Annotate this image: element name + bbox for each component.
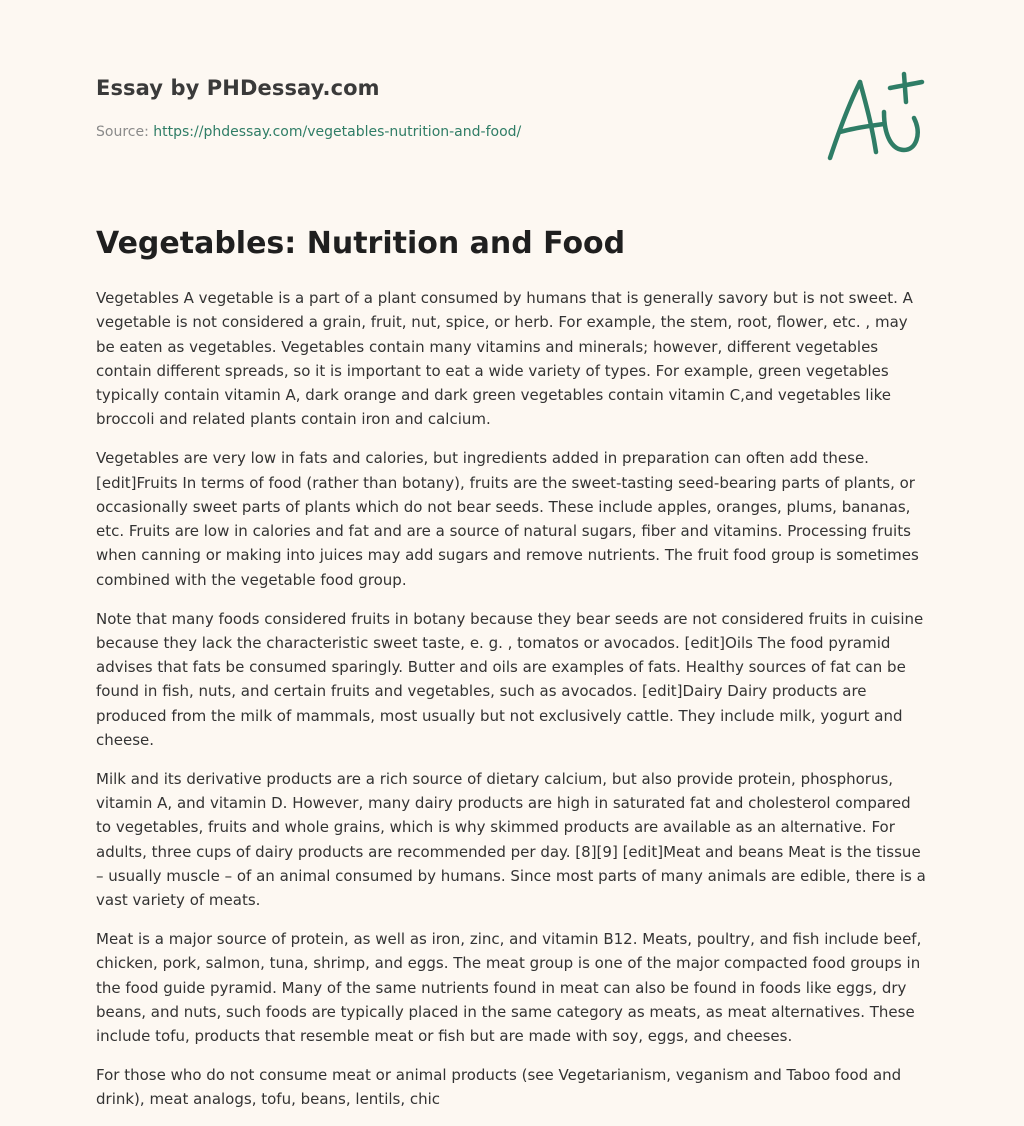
source-label: Source: — [96, 124, 149, 140]
header-brand: Essay by PHDessay.com — [96, 76, 380, 100]
source-link[interactable]: https://phdessay.com/vegetables-nutrition-and-food/ — [153, 124, 522, 140]
paragraph: Vegetables are very low in fats and calories, but ingredients added in preparation can often add these. [edit]Fruits In terms of food (rather than botany), fruits are the sweet-tasting seed-bearing parts of plants, or occasionally sweet parts of plants which do not bear seeds. These include apples, oranges, plums, bananas, etc. Fruits are low in calories and fat and are a source of natural sugars, fiber and vitamins. Processing fruits when canning or making into juices may add sugars and remove nutrients. The fruit food group is sometimes combined with the vegetable food group. — [96, 449, 919, 589]
a-plus-grade-icon — [818, 66, 930, 166]
paragraph: Milk and its derivative products are a rich source of dietary calcium, but also provide protein, phosphorus, vitamin A, and vitamin D. However, many dairy products are high in saturated fat and cholesterol compared to vegetables, fruits and whole grains, which is why skimmed products are available as an alternative. For adults, three cups of dairy products are recommended per day. [8][9] [edit]Meat and beans Meat is the tissue – usually muscle – of an animal consumed by humans. Since most parts of many animals are edible, there is a vast variety of meats. — [96, 769, 926, 910]
paragraph: Meat is a major source of protein, as well as iron, zinc, and vitamin B12. Meats, poultry, and fish include beef, chicken, pork, salmon, tuna, shrimp, and eggs. The meat group is one of the major compacted food groups in the food guide pyramid. Many of the same nutrients found in meat can also be found in foods like eggs, dry beans, and nuts, such foods are typically placed in the same category as meats, as meat alternatives. These include tofu, products that resemble meat or fish but are made with soy, eggs, and cheeses. — [96, 930, 922, 1046]
source-line — [96, 124, 521, 140]
paragraph: Vegetables A vegetable is a part of a plant consumed by humans that is generally savory but is not sweet. A vegetable is not considered a grain, fruit, nut, spice, or herb. For example, the stem, root, flower, etc. , may be eaten as vegetables. Vegetables contain many vitamins and minerals; however, different vegetables contain different spreads, so it is important to eat a wide variety of types. For example, green vegetables typically contain vitamin A, dark orange and dark green vegetables contain vitamin C,and vegetables like broccoli and related plants contain iron and calcium. — [96, 289, 913, 429]
paragraph: Note that many foods considered fruits in botany because they bear seeds are not considered fruits in cuisine because they lack the characteristic sweet taste, e. g. , tomatos or avocados. [edit]Oils The food pyramid advises that fats be consumed sparingly. Butter and oils are examples of fats. Healthy sources of fat can be found in fish, nuts, and certain fruits and vegetables, such as avocados. [edit]Dairy Dairy products are produced from the milk of mammals, most usually but not exclusively cattle. They include milk, yogurt and cheese. — [96, 609, 924, 750]
paragraph: For those who do not consume meat or animal products (see Vegetarianism, veganism and Taboo food and drink), meat analogs, tofu, beans, lentils, chic — [96, 1066, 902, 1109]
article-body — [96, 286, 928, 1126]
page-title: Vegetables: Nutrition and Food — [96, 226, 626, 261]
